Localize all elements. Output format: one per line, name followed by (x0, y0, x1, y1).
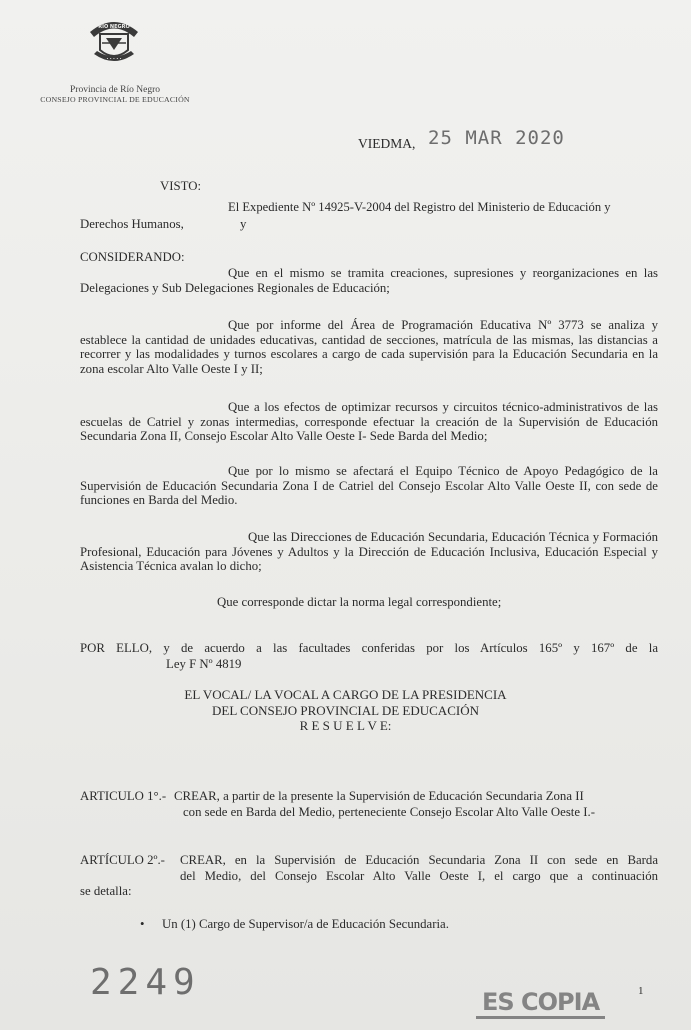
articulo-2-label: ARTÍCULO 2º.- (80, 853, 165, 867)
articulo-2-line-1: CREAR, en la Supervisión de Educación Secundaria Zona II con sede en Barda (180, 853, 658, 867)
por-ello-line-2: Ley F Nº 4819 (166, 657, 242, 671)
por-ello-line-1: POR ELLO, y de acuerdo a las facultades conferidas por los Artículos 165º y 167º de la (80, 641, 658, 655)
visto-line-2-y: y (240, 217, 247, 231)
es-copia-stamp: ES COPIA (476, 988, 605, 1019)
handwritten-number: 2249 (90, 962, 201, 1003)
bullet-dot-icon: • (140, 917, 145, 931)
considerando-6: Que corresponde dictar la norma legal correspondiente; (217, 595, 502, 609)
considerando-4: Que por lo mismo se afectará el Equipo Técnico de Apoyo Pedagógico de la Supervisión de Educación Secundaria Zona I de Catriel del Consejo Escolar Alto Valle Oeste II, con sede de funciones en Barda del Medio. (80, 464, 658, 507)
articulo-1-label: ARTICULO 1°.- (80, 789, 167, 803)
visto-line-1: El Expediente Nº 14925-V-2004 del Registro del Ministerio de Educación y (228, 200, 611, 214)
articulo-2-line-2: del Medio, del Consejo Escolar Alto Valle Oeste I, el cargo que a continuación (180, 869, 658, 883)
province-name: Provincia de Río Negro (70, 85, 160, 95)
considerando-label: CONSIDERANDO: (80, 250, 185, 264)
resuelve-heading: R E S U E L V E: (299, 718, 392, 733)
visto-label: VISTO: (160, 179, 202, 193)
articulo-1-line-2: con sede en Barda del Medio, perteneciente Consejo Escolar Alto Valle Oeste I.- (183, 805, 595, 819)
articulo-1-line-1: CREAR, a partir de la presente la Supervisión de Educación Secundaria Zona II (174, 789, 584, 803)
place: VIEDMA, (358, 136, 416, 151)
vocal-line-1: EL VOCAL/ LA VOCAL A CARGO DE LA PRESIDENCIA (184, 687, 507, 702)
considerando-2: Que por informe del Área de Programación Educativa Nº 3773 se analiza y establece la cantidad de unidades educativas, cantidad de secciones, matrícula de las mismas, las distancias a recorrer y las modalidades y turnos escolares a cargo de cada supervisión para la Educación Secundaria en la zona escolar Alto Valle Oeste I y II; (80, 318, 658, 376)
svg-text:RIO NEGRO: RIO NEGRO (98, 24, 130, 30)
considerando-5: Que las Direcciones de Educación Secundaria, Educación Técnica y Formación Profesional, Educación para Jóvenes y Adultos y la Dirección de Educación Inclusiva, Educación Especial y Asistencia Técnica avalan lo dicho; (80, 530, 658, 573)
council-name: CONSEJO PROVINCIAL DE EDUCACIÓN (40, 95, 190, 104)
province-seal-icon (84, 10, 144, 70)
svg-text:• • • • •: • • • • • (106, 57, 122, 61)
articulo-2-line-3: se detalla: (80, 884, 132, 898)
considerando-1: Que en el mismo se tramita creaciones, supresiones y reorganizaciones en las Delegaciones y Sub Delegaciones Regionales de Educación; (80, 266, 658, 295)
considerando-3: Que a los efectos de optimizar recursos y circuitos técnico-administrativos de las escuelas de Catriel y zonas intermedias, corresponde efectuar la creación de la Supervisión de Educación Secundaria Zona II, Consejo Escolar Alto Valle Oeste I- Sede Barda del Medio; (80, 400, 658, 443)
date-stamp: 25 MAR 2020 (428, 127, 565, 149)
vocal-line-2: DEL CONSEJO PROVINCIAL DE EDUCACIÓN (212, 703, 479, 718)
visto-line-2: Derechos Humanos, (80, 217, 184, 231)
bullet-list-item: • Un (1) Cargo de Supervisor/a de Educación Secundaria. (140, 917, 449, 931)
page-number: 1 (638, 985, 644, 997)
